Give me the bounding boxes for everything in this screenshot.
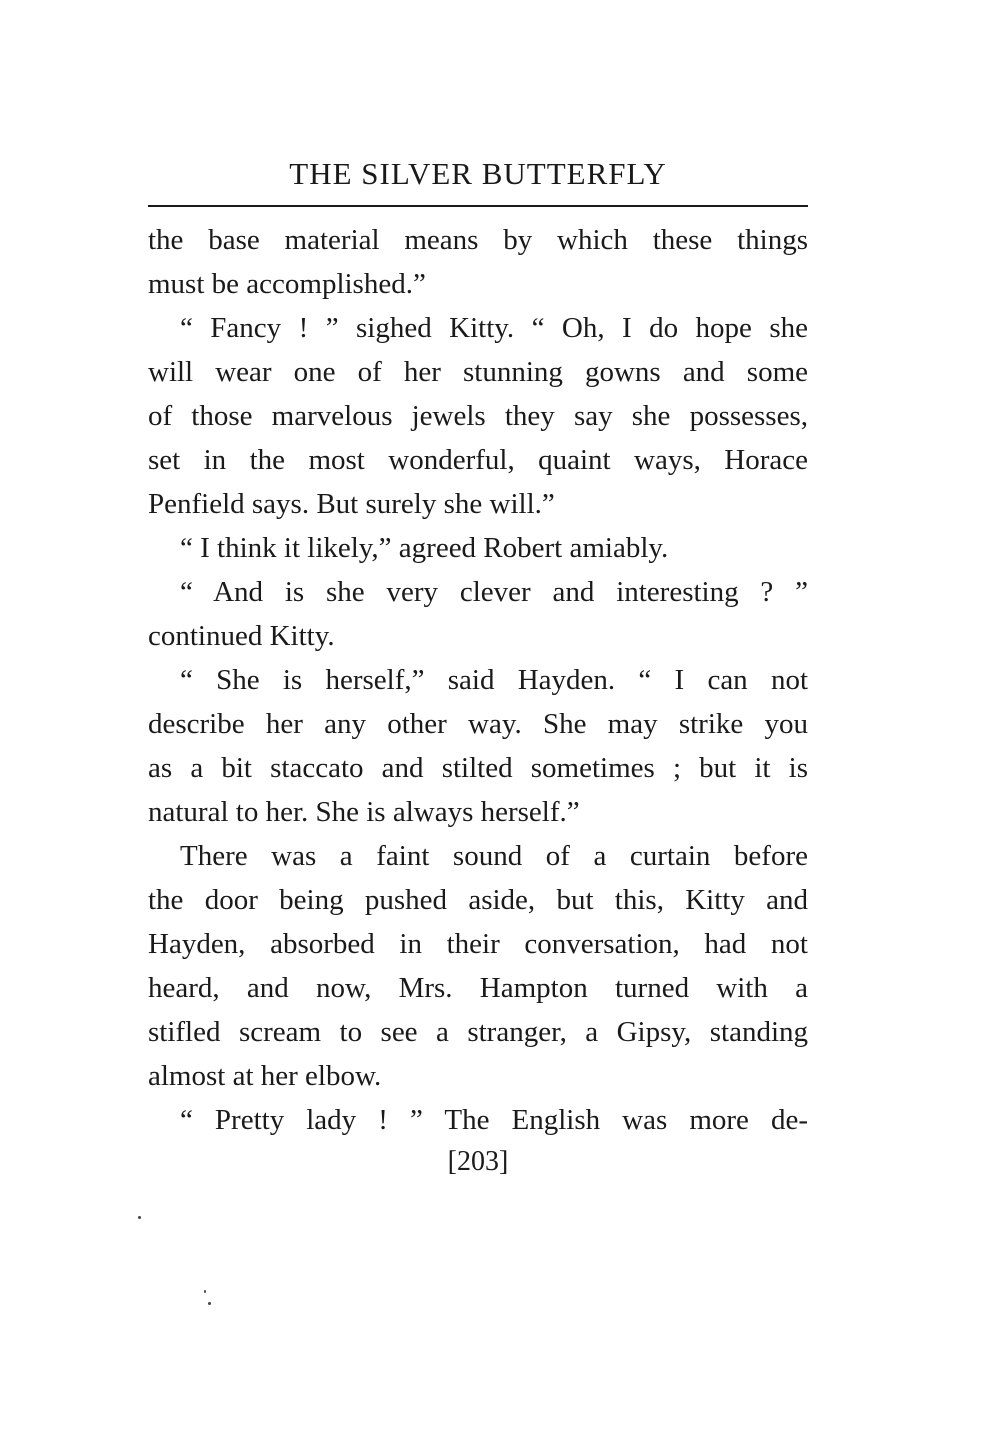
text-line: Penfield says. But surely she will.” — [148, 488, 555, 520]
text-line: of those marvelous jewels they say she possesses, — [148, 400, 808, 432]
text-line: will wear one of her stunning gowns and some — [148, 356, 808, 388]
scan-speck — [204, 1290, 206, 1293]
text-line: “ I think it likely,” agreed Robert amiably. — [180, 532, 669, 564]
text-line: heard, and now, Mrs. Hampton turned with a — [148, 972, 808, 1004]
text-line: “ She is herself,” said Hayden. “ I can not — [180, 664, 808, 696]
text-line: the door being pushed aside, but this, Kitty and — [148, 884, 808, 916]
text-line: describe her any other way. She may strike you — [148, 708, 808, 740]
text-line: There was a faint sound of a curtain before — [180, 840, 808, 872]
running-head: THE SILVER BUTTERFLY — [289, 156, 667, 191]
text-line: Hayden, absorbed in their conversation, had not — [148, 928, 808, 960]
text-line: must be accomplished.” — [148, 268, 426, 300]
text-line: almost at her elbow. — [148, 1060, 382, 1092]
scan-speck — [138, 1216, 141, 1219]
text-line: stifled scream to see a stranger, a Gipsy, standing — [148, 1016, 808, 1048]
text-line: the base material means by which these things — [148, 224, 808, 256]
text-line: continued Kitty. — [148, 620, 335, 652]
page-number: [203] — [447, 1146, 509, 1177]
text-line: “ And is she very clever and interesting ? ” — [180, 576, 808, 608]
text-line: natural to her. She is always herself.” — [148, 796, 580, 828]
text-line: “ Pretty lady ! ” The English was more de- — [180, 1104, 808, 1136]
text-line: set in the most wonderful, quaint ways, Horace — [148, 444, 808, 476]
text-line: “ Fancy ! ” sighed Kitty. “ Oh, I do hope she — [180, 312, 808, 344]
text-line: as a bit staccato and stilted sometimes ; but it is — [148, 752, 808, 784]
scan-speck — [208, 1302, 211, 1305]
header-rule — [148, 205, 808, 207]
